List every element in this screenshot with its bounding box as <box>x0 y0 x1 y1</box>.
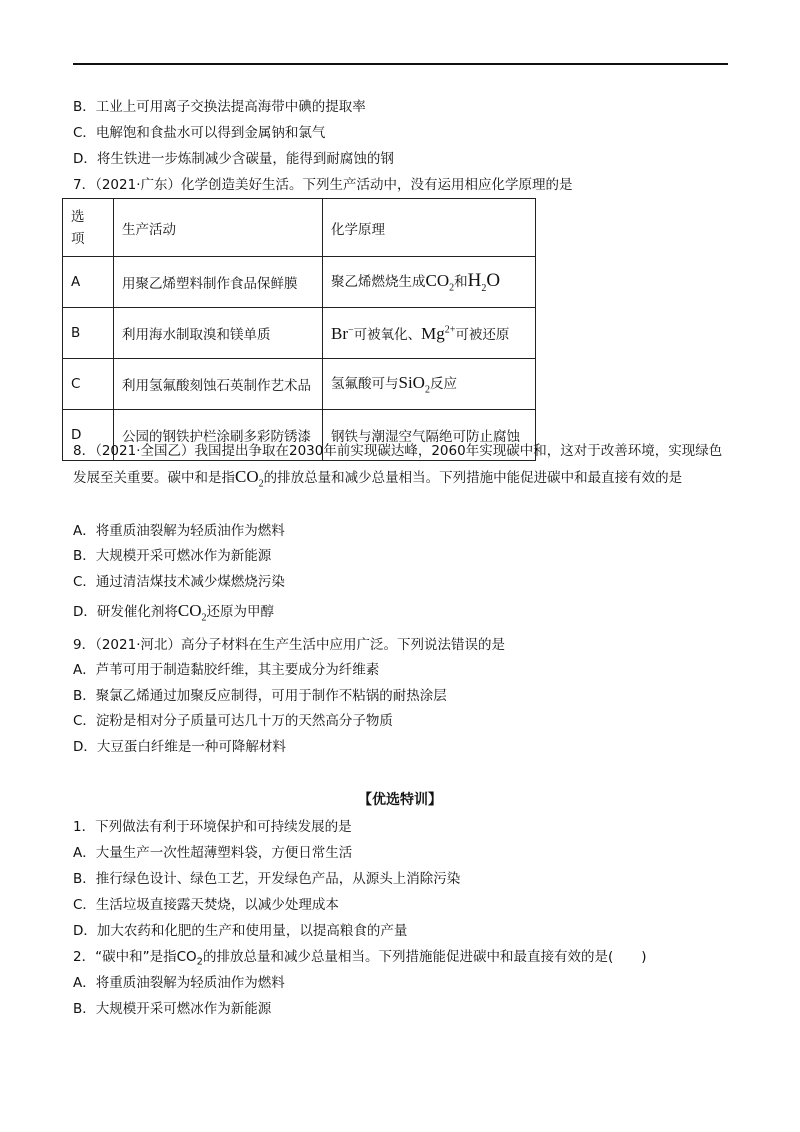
q8-option-d-pre: D．研发催化剂将 <box>73 604 178 620</box>
q7-row-c-principle <box>323 359 536 410</box>
q8-option-d-formula <box>177 601 207 624</box>
q8-stem-co-sub: 2 <box>258 478 264 490</box>
q7-header-option <box>63 199 114 257</box>
q8-stem-post: 的排放总量和减少总量相当。下列措施中能促进碳中和最直接有效的是 <box>263 470 683 486</box>
q7-stem: 7．（2021·广东）化学创造美好生活。下列生产活动中，没有运用相应化学原理的是 <box>73 177 573 193</box>
q7-row-a-h: H <box>467 270 482 292</box>
q7-row-b-br-sup: − <box>348 323 354 335</box>
t2-stem-sub: 2 <box>196 956 204 968</box>
q7-row-b-formula-br <box>331 324 354 343</box>
q7-row-b-mg-sup: 2+ <box>444 323 456 335</box>
q7-row-c-principle-pre: 氢氟酸可与 <box>331 376 399 393</box>
q7-row-b-option: B <box>63 308 114 359</box>
q8-stem-formula <box>235 467 264 490</box>
q8-option-d <box>73 601 274 628</box>
q7-row-c-formula-sio2 <box>398 373 430 396</box>
q7-row-a-h-sub: 2 <box>481 282 487 294</box>
q6-option-d: D．将生铁进一步炼制减少含碳量，能得到耐腐蚀的钢 <box>73 151 394 167</box>
q7-row-c-sio-sub: 2 <box>424 384 430 396</box>
q7-table <box>62 198 536 461</box>
t1-option-d: D．加大农药和化肥的生产和使用量，以提高粮食的产量 <box>73 923 408 939</box>
q9-option-d: D．大豆蛋白纤维是一种可降解材料 <box>73 739 286 755</box>
q7-row-a-principle-mid: 和 <box>454 274 468 291</box>
q7-row-a-o: O <box>486 270 501 292</box>
table-row <box>63 257 536 308</box>
q9-stem: 9．（2021·河北）高分子材料在生产生活中应用广泛。下列说法错误的是 <box>73 637 505 653</box>
q7-header-activity: 生产活动 <box>114 199 323 257</box>
q8-option-a: A．将重质油裂解为轻质油作为燃料 <box>73 523 285 539</box>
t1-stem: 1．下列做法有利于环境保护和可持续发展的是 <box>73 819 352 835</box>
q7-row-d-principle: 钢铁与潮湿空气隔绝可防止腐蚀 <box>323 410 536 461</box>
q8-option-d-co: CO <box>177 601 202 620</box>
q7-row-d-activity: 公园的钢铁护栏涂刷多彩防锈漆 <box>114 410 323 461</box>
q7-row-a-option: A <box>63 257 114 308</box>
q7-row-c-option: C <box>63 359 114 410</box>
q6-option-b: B．工业上可用离子交换法提高海带中碘的提取率 <box>73 99 366 115</box>
q7-row-c-activity: 利用氢氟酸刻蚀石英制作艺术品 <box>114 359 323 410</box>
t1-option-a: A．大量生产一次性超薄塑料袋，方便日常生活 <box>73 845 353 861</box>
q7-row-a-co-sub: 2 <box>449 282 455 294</box>
t2-option-a: A．将重质油裂解为轻质油作为燃料 <box>73 975 285 991</box>
q9-option-c: C．淀粉是相对分子质量可达几十万的天然高分子物质 <box>73 713 393 729</box>
q7-header-option-label: 选项 <box>71 208 85 247</box>
q8-option-c: C．通过清洁煤技术减少煤燃烧污染 <box>73 574 285 590</box>
header-rule <box>73 63 728 65</box>
t2-stem-end: ) <box>641 949 647 965</box>
q7-row-a-principle-pre: 聚乙烯燃烧生成 <box>331 274 426 291</box>
q7-row-a-activity: 用聚乙烯塑料制作食品保鲜膜 <box>114 257 323 308</box>
q9-option-a: A．芦苇可用于制造黏胶纤维，其主要成分为纤维素 <box>73 662 380 678</box>
q7-row-b-formula-mg <box>421 324 455 343</box>
q7-row-a-formula-co2 <box>425 271 455 294</box>
table-row <box>63 359 536 410</box>
q7-row-b-mg: Mg <box>421 323 445 343</box>
t1-option-c: C．生活垃圾直接露天焚烧，以减少处理成本 <box>73 897 339 913</box>
q9-option-b: B．聚氯乙烯通过加聚反应制得，可用于制作不粘锅的耐热涂层 <box>73 688 447 704</box>
q8-stem-pre: 8．（2021·全国乙）我国提出争取在2030年前实现碳达峰，2060年实现碳中和，这对于改善环境，实现绿色发展至关重要。碳中和是指 <box>73 443 723 486</box>
q8-option-d-post: 还原为甲醇 <box>206 604 275 620</box>
q7-row-b-br: Br <box>331 323 348 343</box>
t2-option-b: B．大规模开采可燃冰作为新能源 <box>73 1001 272 1017</box>
q7-row-b-principle <box>323 308 536 359</box>
q7-row-b-principle-post: 可被还原 <box>455 326 510 343</box>
q8-stem <box>73 438 733 497</box>
q7-row-c-principle-post: 反应 <box>429 376 457 393</box>
q7-row-a-formula-h2o <box>467 270 501 294</box>
t1-option-b: B．推行绿色设计、绿色工艺，开发绿色产品，从源头上消除污染 <box>73 871 461 887</box>
q7-row-b-activity: 利用海水制取溴和镁单质 <box>114 308 323 359</box>
q8-option-b: B．大规模开采可燃冰作为新能源 <box>73 548 272 564</box>
q7-table-header <box>63 199 536 257</box>
q7-header-principle: 化学原理 <box>323 199 536 257</box>
t2-stem <box>73 947 647 973</box>
q8-option-d-co-sub: 2 <box>201 612 207 624</box>
q7-row-d-option: D <box>63 410 114 461</box>
q7-row-b-principle-mid: 可被氧化、 <box>353 326 422 343</box>
q8-stem-co: CO <box>235 467 259 486</box>
q7-row-a-principle <box>323 257 536 308</box>
t2-stem-post: 的排放总量和减少总量相当。下列措施能促进碳中和最直接有效的是( <box>203 949 614 965</box>
t2-stem-pre: 2．“碳中和”是指CO <box>73 949 197 965</box>
q6-option-c: C．电解饱和食盐水可以得到金属钠和氯气 <box>73 125 326 141</box>
q7-row-a-co: CO <box>425 271 450 291</box>
section-title: 【优选特训】 <box>358 792 442 808</box>
q7-row-c-sio: SiO <box>398 373 425 393</box>
table-row <box>63 308 536 359</box>
